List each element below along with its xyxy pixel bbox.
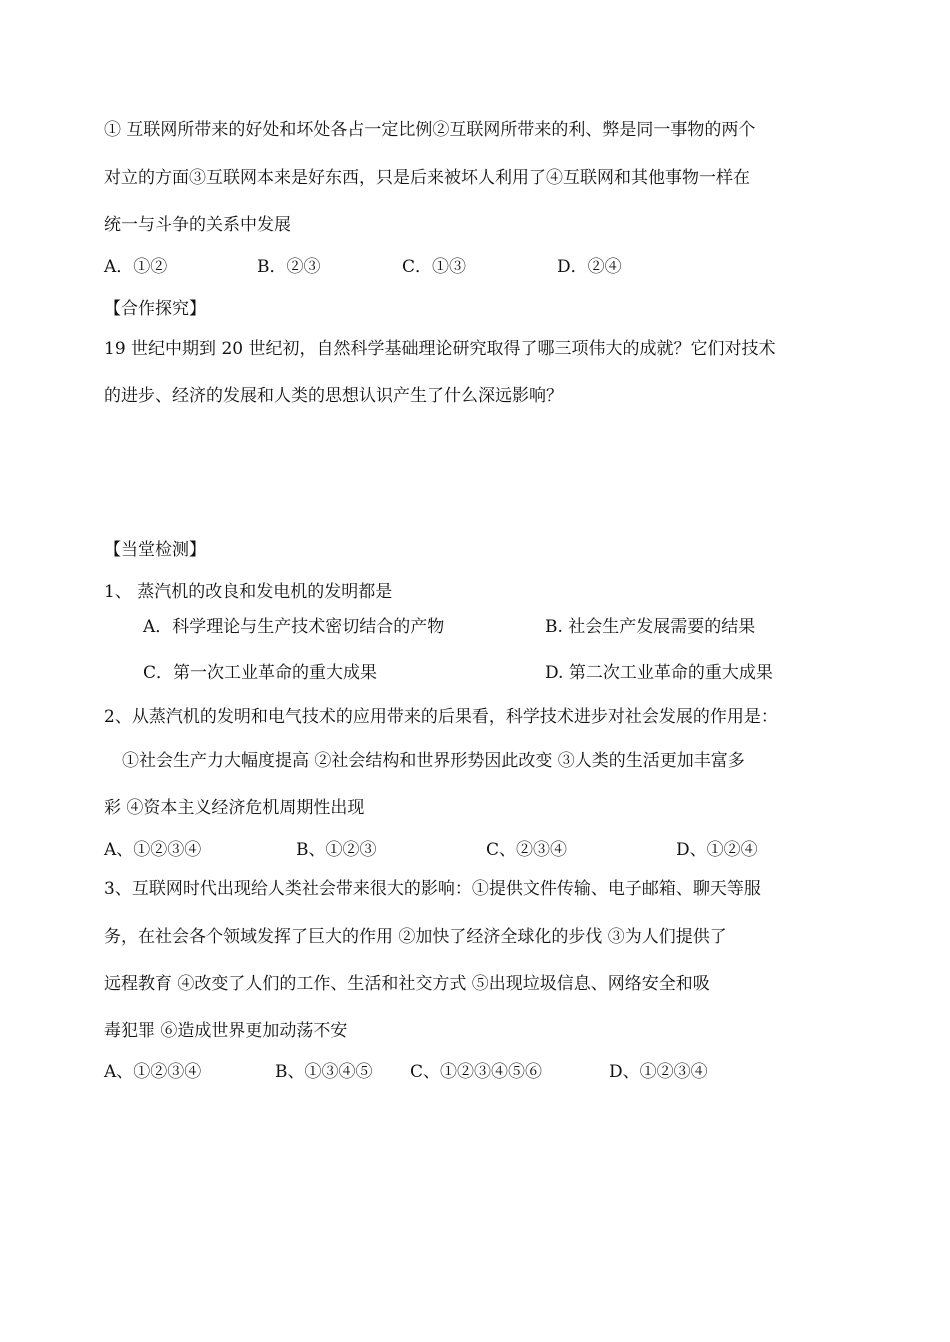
cooperation-line-2: 的进步、经济的发展和人类的思想认识产生了什么深远影响？ [104,386,563,406]
intro-option-b: B．②③ [257,257,321,277]
intro-question-line-3: 统一与斗争的关系中发展 [104,215,291,235]
q2-stem: 2、从蒸汽机的发明和电气技术的应用带来的后果看，科学技术进步对社会发展的作用是： [104,707,778,727]
q3-option-c: C、①②③④⑤⑥ [410,1062,543,1082]
q3-line-2: 务，在社会各个领域发挥了巨大的作用 ②加快了经济全球化的步伐 ③为人们提供了 [104,927,727,947]
q2-option-d: D、①②④ [676,840,758,860]
q1-option-d: D. 第二次工业革命的重大成果 [545,663,773,683]
test-heading: 【当堂检测】 [104,540,206,560]
q1-option-c: C．第一次工业革命的重大成果 [143,663,378,683]
q2-line-1: ①社会生产力大幅度提高 ②社会结构和世界形势因此改变 ③人类的生活更加丰富多 [122,751,745,771]
cooperation-line-1: 19 世纪中期到 20 世纪初，自然科学基础理论研究取得了哪三项伟大的成就？它们对技术 [104,339,776,359]
intro-option-a: A．①② [104,257,168,277]
q3-option-d: D、①②③④ [609,1062,708,1082]
q3-line-4: 毒犯罪 ⑥造成世界更加动荡不安 [104,1021,348,1041]
intro-option-c: C．①③ [402,257,467,277]
q3-option-a: A、①②③④ [104,1062,202,1082]
intro-question-line-2: 对立的方面③互联网本来是好东西，只是后来被坏人利用了④互联网和其他事物一样在 [104,168,750,188]
q2-line-2: 彩 ④资本主义经济危机周期性出现 [104,798,365,818]
intro-option-d: D．②④ [557,257,622,277]
q2-option-a: A、①②③④ [104,840,202,860]
q2-option-b: B、①②③ [296,840,377,860]
intro-question-line-1: ① 互联网所带来的好处和坏处各占一定比例②互联网所带来的利、弊是同一事物的两个 [104,120,756,140]
q3-line-1: 3、互联网时代出现给人类社会带来很大的影响：①提供文件传输、电子邮箱、聊天等服 [104,879,761,899]
q1-option-b: B. 社会生产发展需要的结果 [545,617,756,637]
cooperation-heading: 【合作探究】 [104,299,206,319]
q2-option-c: C、②③④ [486,840,568,860]
q1-stem: 1、 蒸汽机的改良和发电机的发明都是 [104,582,393,602]
q3-line-3: 远程教育 ④改变了人们的工作、生活和社交方式 ⑤出现垃圾信息、网络安全和吸 [104,974,710,994]
q3-option-b: B、①③④⑤ [275,1062,373,1082]
q1-option-a: A．科学理论与生产技术密切结合的产物 [143,617,445,637]
